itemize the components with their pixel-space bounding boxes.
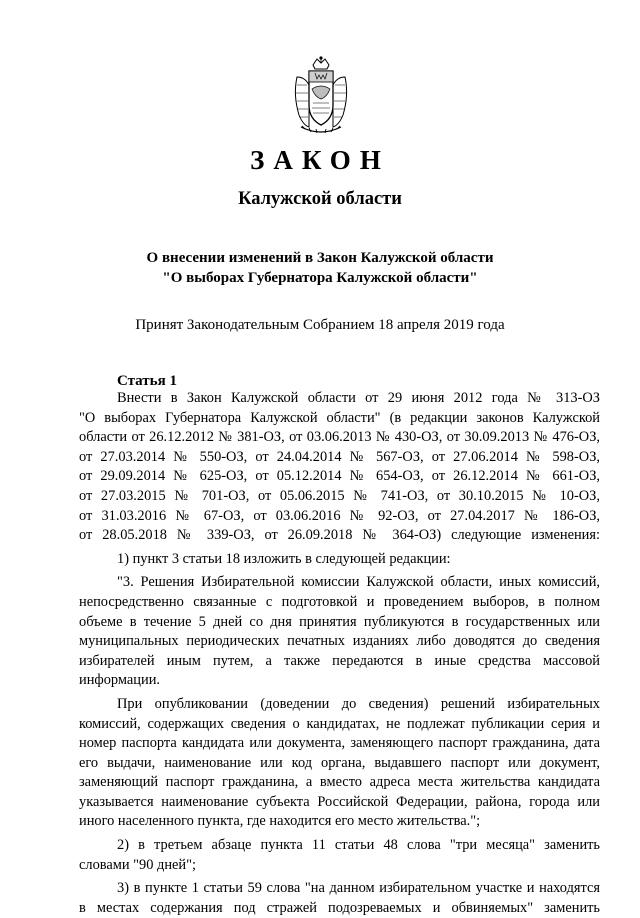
text-line: указывается наименование субъекта Российской Федерации, района, города или xyxy=(79,793,600,810)
text-line: 1) пункт 3 статьи 18 изложить в следующей редакции: xyxy=(117,550,451,567)
text-line: 2) в третьем абзаце пункта 11 статьи 48 слова "три месяца" заменить xyxy=(117,837,600,854)
paragraph xyxy=(79,389,600,546)
paragraph xyxy=(79,836,600,875)
law-heading xyxy=(0,248,640,288)
text-line: заменяющий паспорт гражданина, а вместо адреса места жительства кандидата xyxy=(79,774,600,791)
article-body xyxy=(79,389,600,918)
text-line: от 27.03.2014 № 550-ОЗ, от 24.04.2014 № 567-ОЗ, от 27.06.2014 № 598-ОЗ, xyxy=(79,448,600,465)
text-line: номер паспорта кандидата или документа, заменяющего паспорт гражданина, дата xyxy=(79,735,600,752)
region-subtitle: Калужской области xyxy=(238,189,402,209)
text-line: в местах содержания под стражей подозреваемых и обвиняемых" заменить xyxy=(79,899,600,916)
text-line: Внести в Закон Калужской области от 29 июня 2012 года № 313-ОЗ xyxy=(117,390,600,406)
text-line: избирателей иным путем, а также передаются в иные средства массовой xyxy=(79,652,600,669)
coat-of-arms-emblem xyxy=(291,55,351,137)
text-line: муниципальных периодических печатных изданиях либо доводятся до сведения xyxy=(79,633,600,650)
text-line: от 31.03.2016 № 67-ОЗ, от 03.06.2016 № 92-ОЗ, от 27.04.2017 № 186-ОЗ, xyxy=(79,507,600,524)
law-title: ЗАКОН xyxy=(250,145,390,175)
text-line: от 29.09.2014 № 625-ОЗ, от 05.12.2014 № 654-ОЗ, от 26.12.2014 № 661-ОЗ, xyxy=(79,468,600,485)
heading-line: "О выборах Губернатора Калужской области" xyxy=(162,270,478,286)
text-line: от 27.03.2015 № 701-ОЗ, от 05.06.2015 № 741-ОЗ, от 30.10.2015 № 10-ОЗ, xyxy=(79,487,600,504)
text-line: При опубликовании (доведении до сведения) решений избирательных xyxy=(117,695,600,712)
adoption-line: Принят Законодательным Собранием 18 апреля 2019 года xyxy=(135,317,505,333)
text-line: "О выборах Губернатора Калужской области" (в редакции законов Калужской xyxy=(79,409,600,426)
paragraph xyxy=(79,550,600,570)
paragraph xyxy=(79,695,600,832)
text-line: от 28.05.2018 № 339-ОЗ, от 26.09.2018 № 364-ОЗ) следующие изменения: xyxy=(79,527,600,544)
paragraph xyxy=(79,879,600,918)
text-line: "3. Решения Избирательной комиссии Калужской области, иных комиссий, xyxy=(117,574,600,591)
text-line: непосредственно связанные с подготовкой и проведением выборов, в полном xyxy=(79,593,600,610)
text-line: 3) в пункте 1 статьи 59 слова "на данном избирательном участке и находятся xyxy=(117,880,600,897)
text-line: комиссий, содержащих сведения о кандидатах, не подлежат публикации серия и xyxy=(79,715,600,732)
text-line: объеме в течение 5 дней со дня принятия публикуются в государственных или xyxy=(79,613,600,630)
text-line: словами "90 дней"; xyxy=(79,856,197,873)
paragraph xyxy=(79,573,600,691)
article-title: Статья 1 xyxy=(117,373,177,389)
text-line: области от 26.12.2012 № 381-ОЗ, от 03.06.2013 № 430-ОЗ, от 30.09.2013 № 476-ОЗ, xyxy=(79,429,600,446)
text-line: иного населенного пункта, где находится его место жительства."; xyxy=(79,813,481,830)
text-line: информации. xyxy=(79,672,160,689)
heading-line: О внесении изменений в Закон Калужской области xyxy=(146,250,494,266)
text-line: его выдачи, наименование или код органа, выдавшего паспорт или документ, xyxy=(79,754,600,771)
